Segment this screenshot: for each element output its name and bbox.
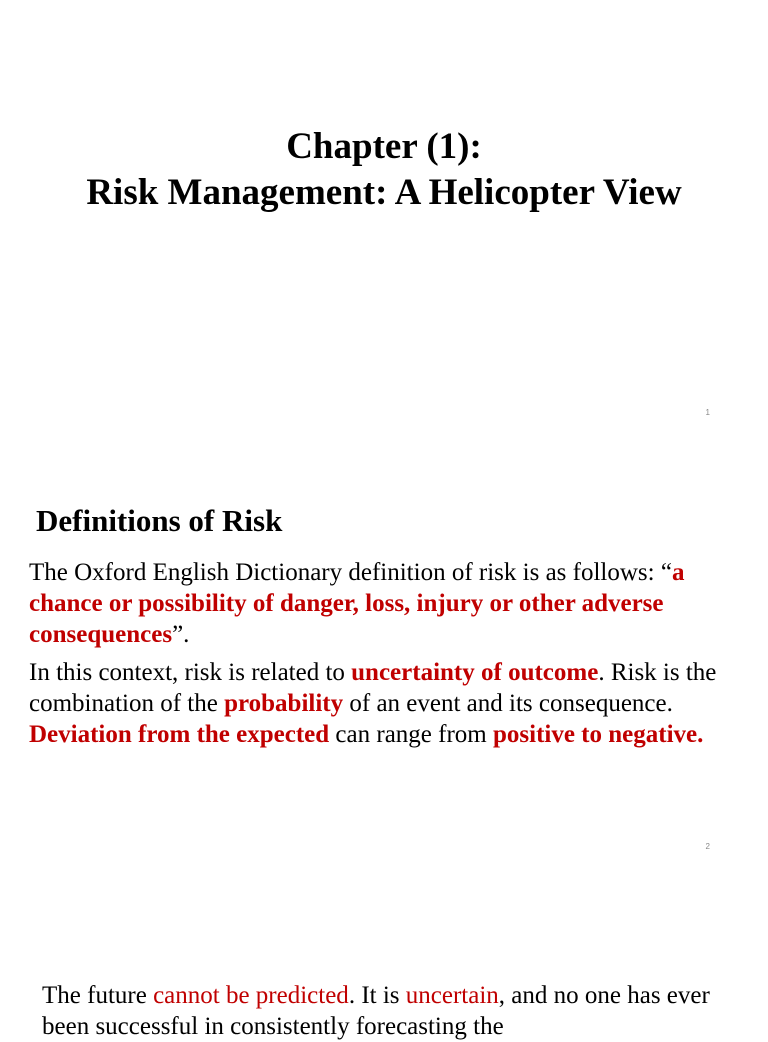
text-run: . It is	[348, 982, 406, 1009]
context-paragraph	[29, 657, 759, 750]
emphasis-text: probability	[224, 690, 344, 717]
text-run: can range from	[329, 721, 493, 748]
page-number: 1	[705, 408, 710, 417]
slide-3	[0, 868, 768, 1040]
text-run: . Risk is the combination of the	[29, 659, 717, 717]
emphasis-text: cannot be predicted	[153, 982, 349, 1009]
slide-title	[0, 124, 768, 216]
emphasis-text: uncertainty of outcome	[351, 659, 599, 686]
emphasis-text: positive to negative.	[492, 721, 704, 748]
title-line-2: Risk Management: A Helicopter View	[86, 172, 682, 213]
future-paragraph	[42, 980, 752, 1042]
emphasis-text: uncertain	[405, 982, 499, 1009]
text-run: The Oxford English Dictionary definition of risk is as follows: “	[29, 559, 672, 586]
emphasis-text: Deviation from the expected	[29, 721, 330, 748]
title-line-1: Chapter (1):	[286, 126, 482, 167]
text-run: ”.	[172, 621, 190, 648]
slide-2	[0, 434, 768, 868]
text-run: The future	[42, 982, 154, 1009]
text-run: In this context, risk is related to	[29, 659, 352, 686]
emphasis-text: a chance or possibility of danger, loss, injury or other adverse consequences	[29, 559, 685, 648]
slide-1	[0, 0, 768, 434]
page-number: 2	[705, 842, 710, 851]
slide-heading: Definitions of Risk	[36, 503, 283, 538]
definition-paragraph	[29, 557, 759, 650]
text-run: , and no one has ever been successful in consistently forecasting the	[42, 982, 710, 1040]
text-run: of an event and its consequence.	[343, 690, 673, 717]
